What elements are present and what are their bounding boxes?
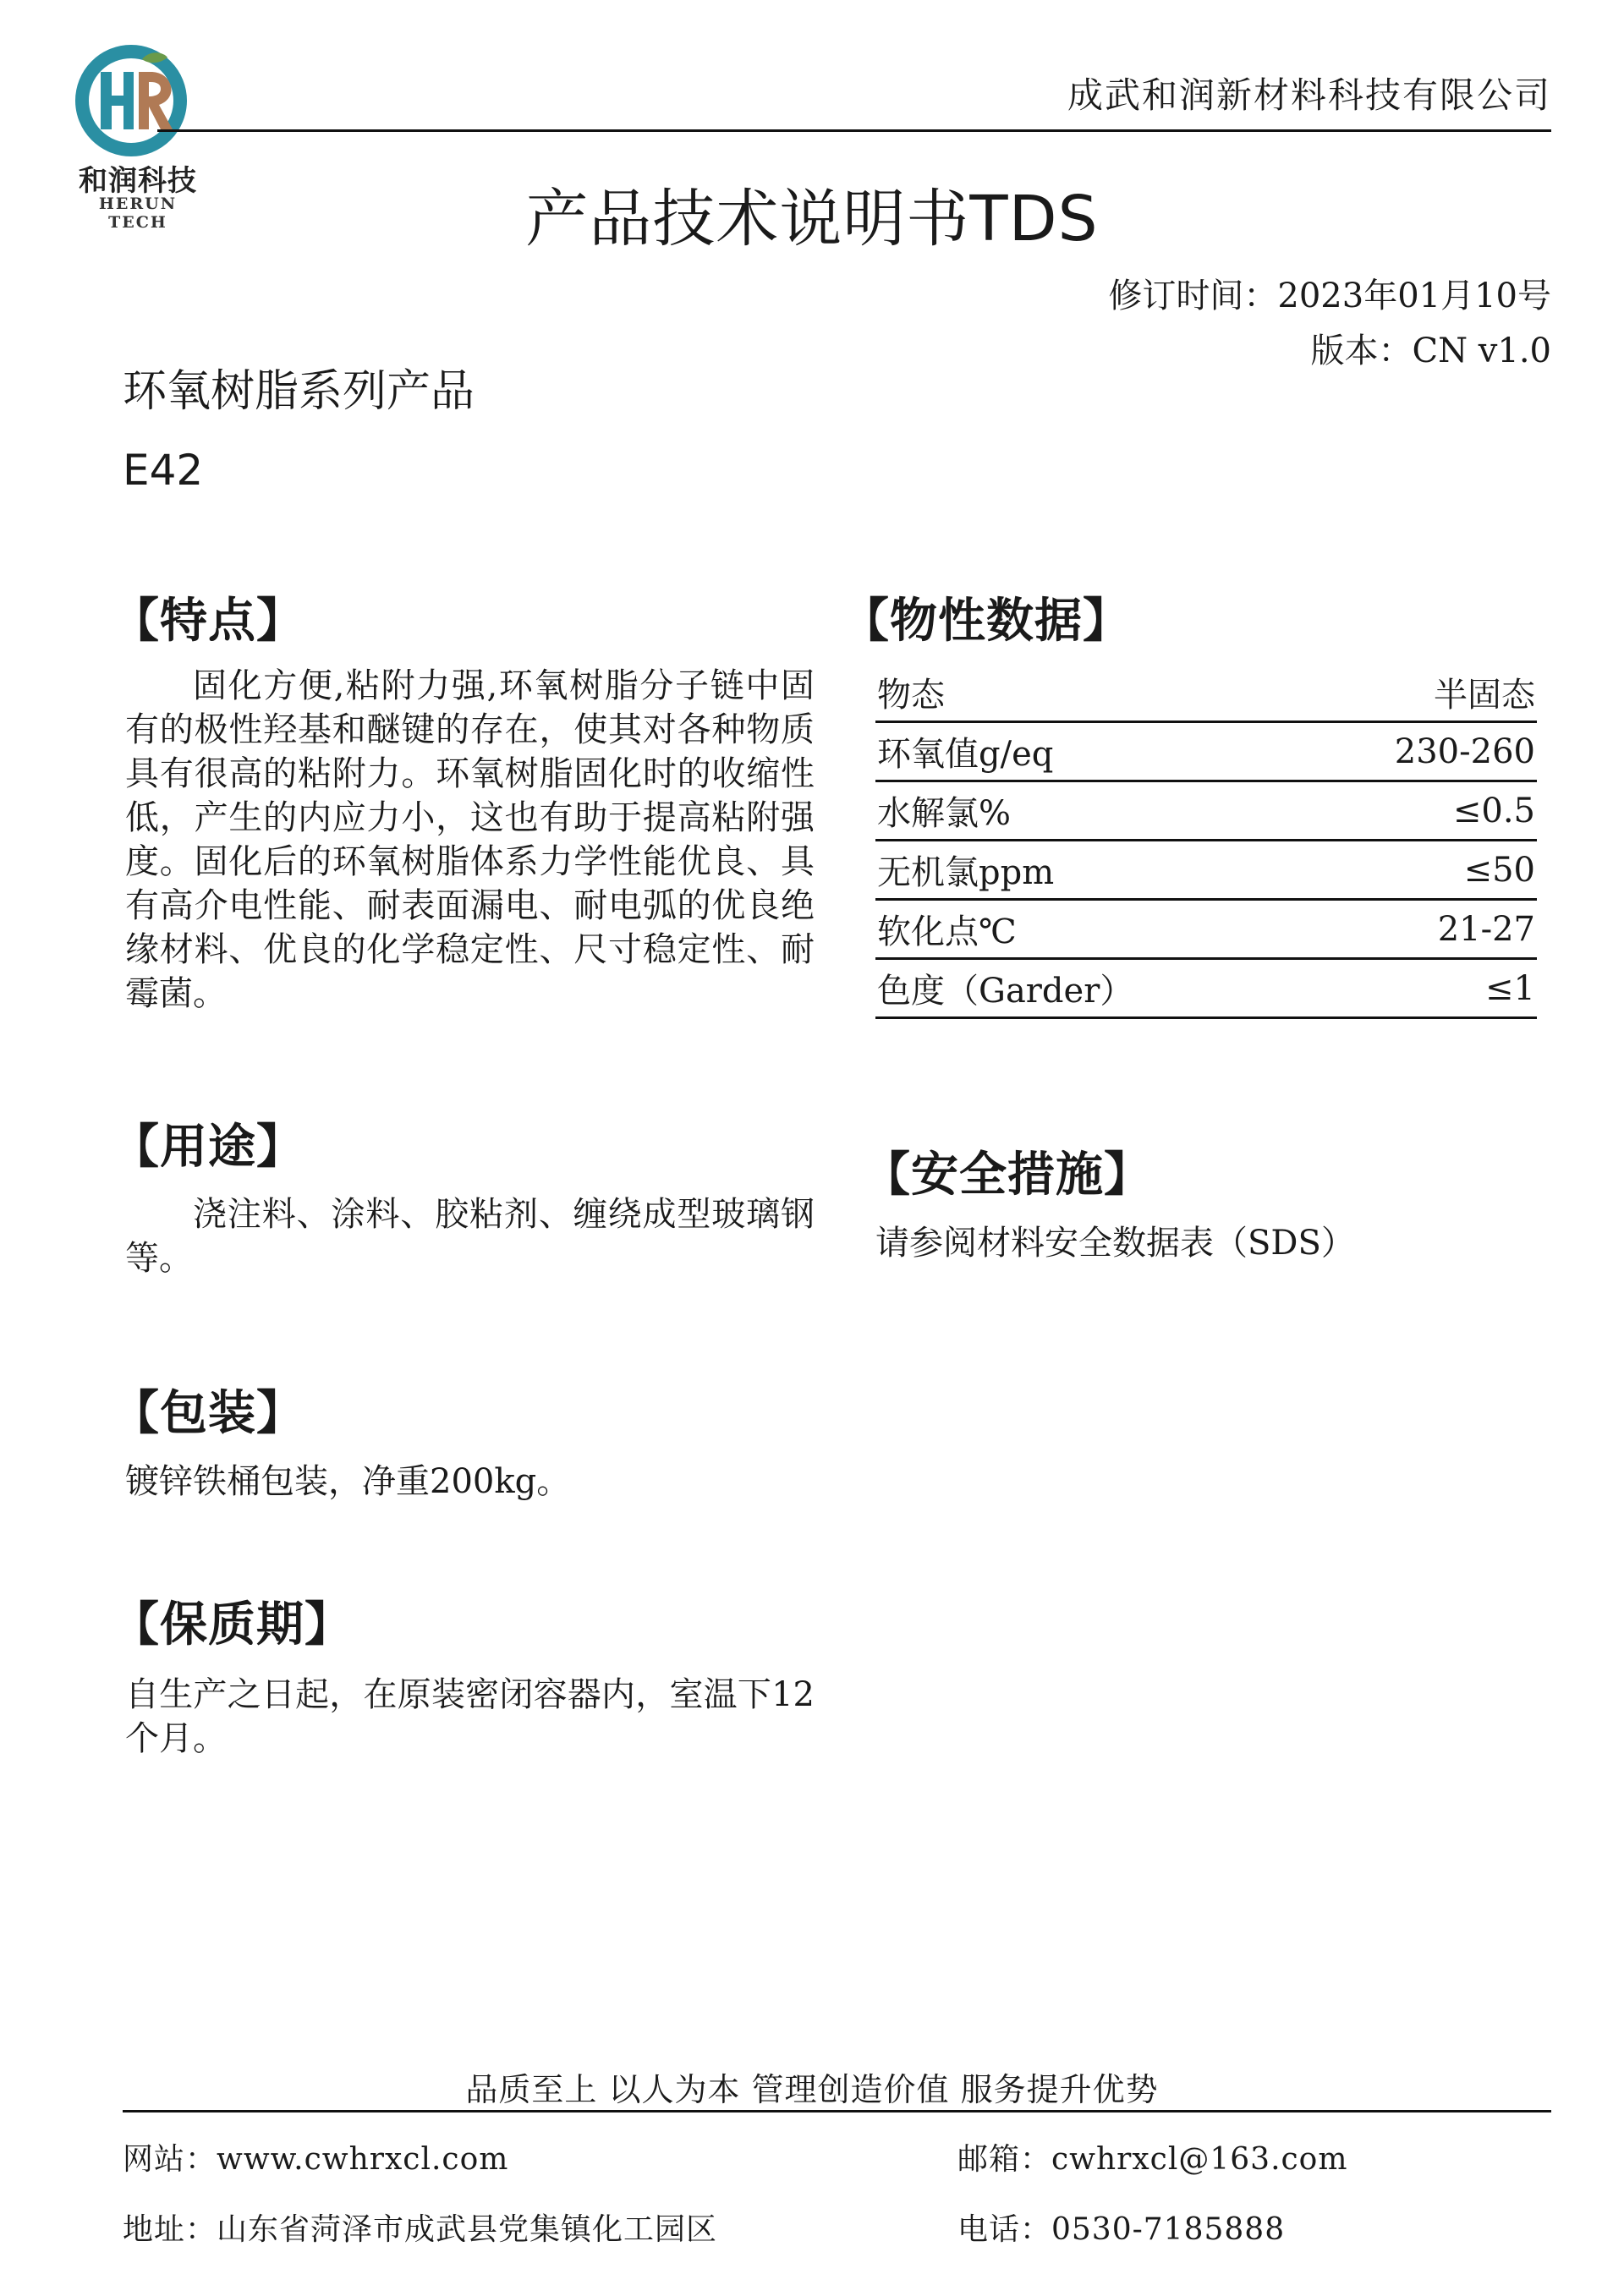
property-value: ≤50 bbox=[1301, 841, 1537, 900]
property-value: 21-27 bbox=[1301, 900, 1537, 959]
properties-table bbox=[875, 664, 1537, 1019]
table-row bbox=[875, 722, 1537, 781]
table-row bbox=[875, 664, 1537, 722]
safety-text: 请参阅材料安全数据表（SDS） bbox=[875, 1224, 1355, 1263]
usage-heading: 【用途】 bbox=[112, 1120, 304, 1175]
shelf-life-text: 自生产之日起，在原装密闭容器内，室温下12个月。 bbox=[125, 1675, 815, 1758]
property-name: 物态 bbox=[875, 664, 1301, 722]
features-heading: 【特点】 bbox=[112, 594, 304, 649]
logo-chinese-name: 和润科技 bbox=[79, 164, 197, 198]
table-row bbox=[875, 959, 1537, 1018]
footer-email: 邮箱：cwhrxcl@163.com bbox=[957, 2142, 1348, 2177]
property-name: 色度（Garder） bbox=[875, 959, 1301, 1018]
footer-phone: 电话：0530-7185888 bbox=[957, 2212, 1286, 2247]
header-divider bbox=[157, 129, 1551, 132]
revision-date: 修订时间：2023年01月10号 bbox=[1108, 277, 1551, 315]
logo-english-name: HERUN TECH bbox=[98, 195, 178, 232]
packaging-text: 镀锌铁桶包装，净重200kg。 bbox=[125, 1462, 571, 1501]
footer-address: 地址：山东省菏泽市成武县党集镇化工园区 bbox=[123, 2212, 718, 2247]
footer-website: 网站：www.cwhrxcl.com bbox=[123, 2142, 509, 2177]
property-value: ≤0.5 bbox=[1301, 781, 1537, 841]
property-name: 环氧值g/eq bbox=[875, 722, 1301, 781]
property-value: 230-260 bbox=[1301, 722, 1537, 781]
table-row bbox=[875, 841, 1537, 900]
table-row bbox=[875, 781, 1537, 841]
herun-logo-icon bbox=[73, 42, 189, 159]
property-value: 半固态 bbox=[1301, 664, 1537, 722]
table-row bbox=[875, 900, 1537, 959]
packaging-heading: 【包装】 bbox=[112, 1386, 304, 1441]
version-label: 版本：CN v1.0 bbox=[1310, 332, 1551, 370]
document-title: 产品技术说明书TDS bbox=[525, 183, 1099, 255]
safety-heading: 【安全措施】 bbox=[863, 1148, 1152, 1203]
property-value: ≤1 bbox=[1301, 959, 1537, 1018]
property-name: 软化点℃ bbox=[875, 900, 1301, 959]
product-model: E42 bbox=[123, 446, 204, 495]
property-name: 水解氯% bbox=[875, 781, 1301, 841]
properties-heading: 【物性数据】 bbox=[842, 594, 1131, 649]
footer-divider bbox=[123, 2110, 1551, 2112]
features-text: 固化方便,粘附力强,环氧树脂分子链中固有的极性羟基和醚键的存在，使其对各种物质具有很高的粘附力。环氧树脂固化时的收缩性低，产生的内应力小，这也有助于提高粘附强度。固化后的环氧树脂体系力学性能优良、具有高介电性能、耐表面漏电、耐电弧的优良绝缘材料、优良的化学稳定性、尺寸稳定性、耐霉菌。 bbox=[125, 666, 815, 1013]
company-name: 成武和润新材料科技有限公司 bbox=[1067, 74, 1551, 116]
shelf-life-heading: 【保质期】 bbox=[112, 1597, 353, 1652]
company-slogan: 品质至上 以人为本 管理创造价值 服务提升优势 bbox=[465, 2071, 1159, 2108]
property-name: 无机氯ppm bbox=[875, 841, 1301, 900]
product-series: 环氧树脂系列产品 bbox=[123, 366, 475, 417]
usage-text: 浇注料、涂料、胶粘剂、缠绕成型玻璃钢等。 bbox=[125, 1195, 815, 1278]
